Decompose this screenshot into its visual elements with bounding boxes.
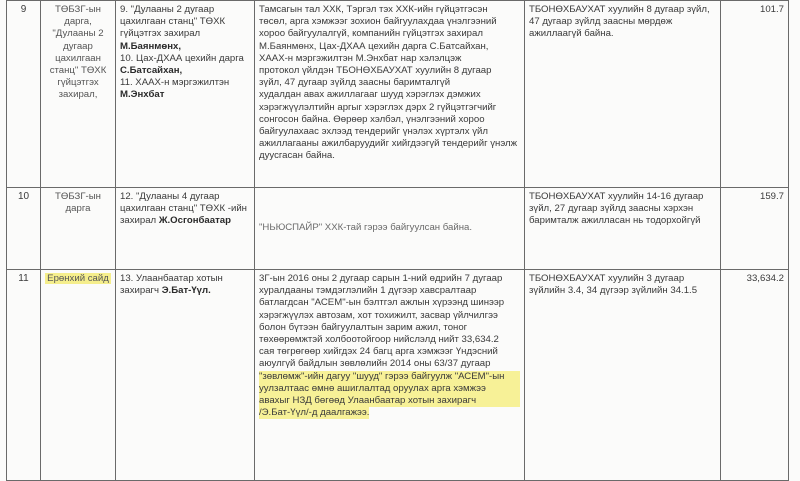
law-line: ажиллаагүй байна. [529, 28, 614, 40]
law-line: зүйлийн 3.4, 34 дүгээр зүйлийн 34.1.5 [529, 285, 698, 297]
table-row [7, 270, 789, 481]
amount-cell: 159.7 [721, 188, 789, 270]
members-cell [116, 1, 255, 188]
description-line: 3Г-ын 2016 оны 2 дугаар сарын 1-ний өдрийн 7 дугаар [259, 273, 503, 284]
amount-cell: 101.7 [721, 1, 789, 188]
description-line: сая төгрөгөөр хийгдэх 24 багц арга хэмжээг Үндэсний [259, 346, 498, 358]
law-line: 47 дугаар зүйлд заасны мөрдөж [529, 16, 673, 28]
findings-table [6, 0, 789, 481]
law-cell [525, 270, 721, 481]
member-text: 11. ХААХ-н мэргэжилтэн [120, 77, 230, 89]
description-line: зүйл, 47 дугаар зүйлд заасны баримталгүй [259, 77, 451, 89]
description-line: байгуулахаас эхлээд тендерийг үнэлэх хүртэлх үйл [259, 126, 488, 138]
row-number: 9 [7, 1, 41, 188]
table-row [7, 188, 789, 270]
law-line: ТБОНӨХБАУХАТ хуулийн 3 дугаар [529, 273, 685, 284]
description-cell [255, 188, 525, 270]
description-cell [255, 1, 525, 188]
description-line: дуусгасан байна. [259, 150, 335, 162]
description-line: хэрэгжүүлэлтийн аргыг хэрэглэх дэрх 2 гүйцэтгэгчийг [259, 101, 497, 113]
description-line: батлагдсан "АСЕМ"-ын бэлтгэл ажлын хүрээнд шинээр [259, 297, 505, 309]
member-text: 9. "Дулааны 2 дугаар цахилгаан станц" ТӨХК гүйцэтгэх захирал [120, 4, 226, 40]
description-line: Тамсагын тал ХХК, Тэргэл тэх ХХК-ийн гүйцэтгэсэн [259, 4, 488, 15]
table-row [7, 1, 789, 188]
description-line: болон бүтээн байгуулалтын зарим ажил, тоног [259, 321, 468, 333]
description-line: сонгосон байна. Өөрөөр хэлбэл, үнэлгээний хороо [259, 113, 485, 125]
description-line-highlighted: /Э.Бат-Үүл/-д даалгажээ. [259, 407, 370, 419]
description-line-highlighted: авахыг НЗД бөгөөд Улаанбаатар хотын захирагч [259, 395, 520, 407]
description-line: протокол үйлдэн ТБОНӨХБАУХАТ хуулийн 8 дугаар [259, 65, 492, 77]
member-name: Ж.Осгонбаатар [158, 215, 231, 227]
description-line: худалдан авах ажиллагааг шууд хэрэглэх дэмжих [259, 89, 481, 101]
description-line: төхөөрөмжтэй холбоотойгоор нийслэлд нийт 33,634.2 [259, 334, 499, 346]
amount-cell: 33,634.2 [721, 270, 789, 481]
members-cell [116, 188, 255, 270]
row-number: 10 [7, 188, 41, 270]
member-text: 13. Улаанбаатар хотын захирагч [120, 273, 223, 297]
member-name: С.Батсайхан, [120, 65, 183, 77]
description-line-highlighted: уулзалтаас өмнө ашиглалтад оруулах арга хэмжээ [259, 383, 520, 395]
law-line: зүйл, 27 дугаар зүйлд заасны хэрхэн [529, 203, 694, 215]
description-line: төсөл, арга хэмжээг зохион байгуулахдаа үнэлгээний [259, 16, 497, 28]
member-name: М.Энхбат [120, 89, 165, 101]
law-line: ТБОНӨХБАУХАТ хуулийн 14-16 дугаар [529, 191, 704, 202]
position-cell: ТӨБЗГ-ын дарга [41, 188, 116, 270]
description-line: ажиллагааны ажилбаруудийг хийгдээгүй тендерийг үнэлж [259, 138, 518, 150]
description-line: хуралдааны тэмдэглэлийн 1 дүгээр хавсралтаар [259, 285, 477, 297]
description-line: "НЬЮСПАЙР" ХХК-тай гэрээ байгуулсан байна. [259, 222, 473, 234]
law-cell [525, 188, 721, 270]
row-number: 11 [7, 270, 41, 481]
description-line: аюулгүй байдлын зөвлөлийн 2014 оны 63/37 дугаар [259, 358, 491, 370]
description-line: хороо байгуулалгүй, компанийн гүйцэтгэх захирал [259, 28, 483, 40]
description-line: М.Баянмөнх, Цах-ДХАА цехийн дарга С.Батсайхан, [259, 40, 489, 52]
member-name: Э.Бат-Үүл. [161, 285, 211, 297]
description-cell [255, 270, 525, 481]
position-cell [41, 270, 116, 481]
position-cell: ТӨБЗГ-ын дарга, "Дулааны 2 дугаар цахилгаан станц" ТӨХК гүйцэтгэх захирал, [41, 1, 116, 188]
description-line: ХААХ-н мэргэжилтэн М.Энхбат нар хэлэлцэж [259, 52, 462, 64]
member-text: 10. Цах-ДХАА цехийн дарга [120, 52, 244, 64]
position-highlight: Ерөнхий сайд [47, 273, 109, 284]
description-line-highlighted: "зөвлөмж"-ийн дагуу "шууд" гэрээ байгуулж "АСЕМ"-ын [259, 371, 520, 383]
members-cell [116, 270, 255, 481]
member-text: 12. "Дулааны 4 дугаар цахилгаан станц" ТӨХК -ийн захирал [120, 191, 247, 227]
description-line: хэрэгжүүлэх автозам, хот тохижилт, засвар үйлчилгээ [259, 309, 498, 321]
law-cell [525, 1, 721, 188]
member-name: М.Баянмөнх, [120, 40, 182, 52]
law-line: ТБОНӨХБАУХАТ хуулийн 8 дугаар зүйл, [529, 4, 710, 15]
law-line: баримталж ажилласан нь тодорхойгүй [529, 215, 701, 227]
